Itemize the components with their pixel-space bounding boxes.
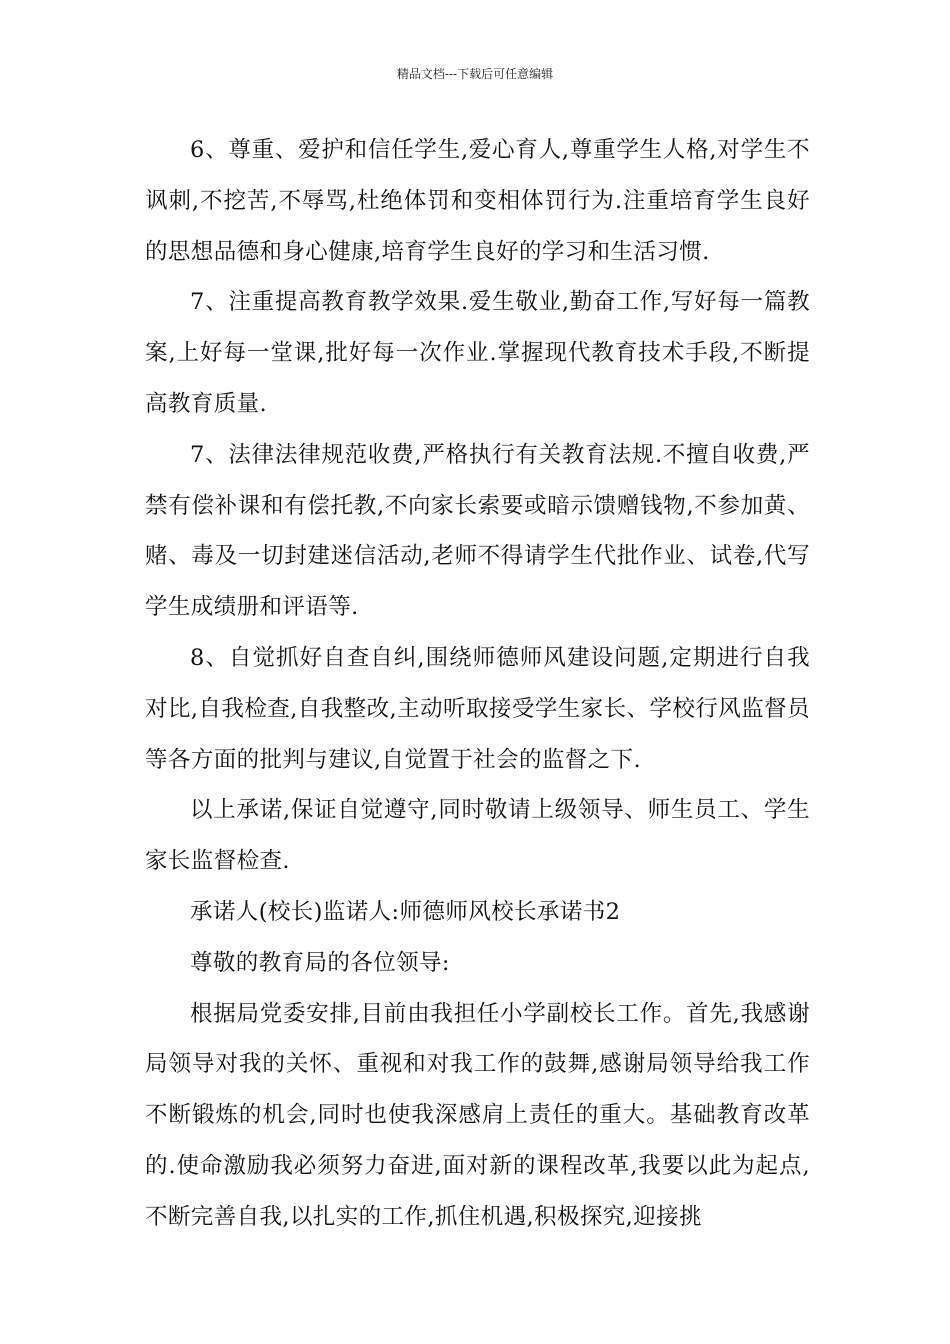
paragraph-item-8: 8、自觉抓好自查自纠,围绕师德师风建设问题,定期进行自我对比,自我检查,自我整改,主动听取接受学生家长、学校行风监督员等各方面的批判与建议,自觉置于社会的监督之下. xyxy=(145,644,810,773)
paragraph-item-7-fees: 7、法律法律规范收费,严格执行有关教育法规.不擅自收费,严禁有偿补课和有偿托教,不向家长索要或暗示馈赠钱物,不参加黄、赌、毒及一切封建迷信活动,老师不得请学生代批作业、试卷,代写学生成绩册和评语等. xyxy=(145,441,810,621)
paragraph-signatory-line: 承诺人(校长)监诺人:师德师风校长承诺书2 xyxy=(190,898,621,925)
paragraph-item-6: 6、尊重、爱护和信任学生,爱心育人,尊重学生人格,对学生不讽刺,不挖苦,不辱骂,杜绝体罚和变相体罚行为.注重培育学生良好的思想品德和身心健康,培育学生良好的学习和生活习惯. xyxy=(145,137,810,265)
paragraph-pledge-summary: 以上承诺,保证自觉遵守,同时敬请上级领导、师生员工、学生家长监督检查. xyxy=(145,797,810,875)
document-body xyxy=(145,125,810,1243)
paragraph-item-7-teaching: 7、注重提高教育教学效果.爱生敬业,勤奋工作,写好每一篇教案,上好每一堂课,批好每一次作业.掌握现代教育技术手段,不断提高教育质量. xyxy=(145,289,810,417)
page-header: 精品文档---下载后可任意编辑 xyxy=(396,67,554,81)
paragraph-body-intro: 根据局党委安排,目前由我担任小学副校长工作。首先,我感谢局领导对我的关怀、重视和对我工作的鼓舞,感谢局领导给我工作不断锻炼的机会,同时也使我深感肩上责任的重大。基础教育改革的.使命激励我必须努力奋进,面对新的课程改革,我要以此为起点,不断完善自我,以扎实的工作,抓住机遇,积极探究,迎接挑 xyxy=(145,1000,810,1230)
paragraph-salutation: 尊敬的教育局的各位领导: xyxy=(190,949,450,976)
